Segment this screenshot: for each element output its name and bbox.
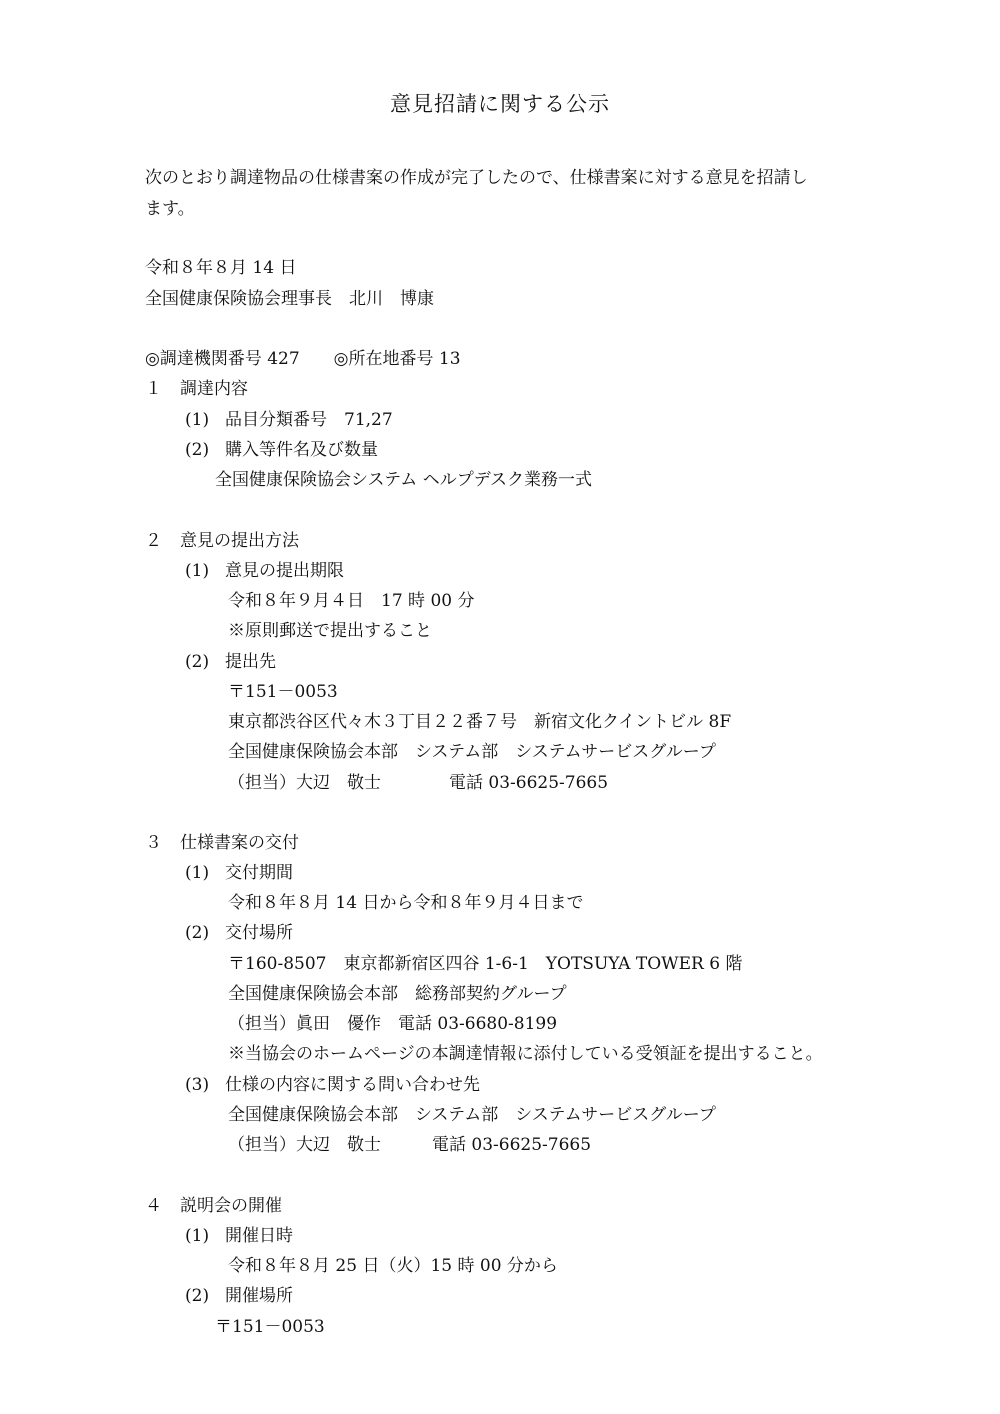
- distribution-organization: 全国健康保険協会本部 総務部契約グループ: [228, 984, 567, 1004]
- submission-deadline: 令和８年９月４日 17 時 00 分: [228, 591, 475, 611]
- inquiry-contact: （担当）大辺 敬士 電話 03-6625-7665: [228, 1135, 592, 1155]
- procurement-codes: ◎調達機関番号 427 ◎所在地番号 13: [145, 349, 461, 369]
- inquiry-organization: 全国健康保険協会本部 システム部 システムサービスグループ: [228, 1105, 716, 1125]
- item-text: 購入等件名及び数量: [225, 440, 378, 460]
- intro-line-2: ます。: [145, 199, 195, 219]
- notice-date: 令和８年８月 14 日: [145, 258, 297, 278]
- item-text: 仕様の内容に関する問い合わせ先: [225, 1075, 480, 1095]
- intro-line-1: 次のとおり調達物品の仕様書案の作成が完了したので、仕様書案に対する意見を招請し: [145, 168, 808, 188]
- section-number: ４: [145, 1196, 162, 1216]
- section-title: 仕様書案の交付: [180, 833, 299, 853]
- section-title: 説明会の開催: [180, 1196, 282, 1216]
- section-1-heading: [145, 377, 248, 401]
- briefing-postal-code: 〒151－0053: [215, 1317, 325, 1337]
- item-number: (1): [185, 410, 210, 430]
- submission-address: 東京都渋谷区代々木３丁目２２番７号 新宿文化クイントビル 8F: [228, 712, 732, 732]
- document-title: 意見招請に関する公示: [390, 92, 610, 116]
- section-title: 調達内容: [180, 379, 248, 399]
- item-number: (2): [185, 440, 210, 460]
- distribution-contact: （担当）眞田 優作 電話 03-6680-8199: [228, 1014, 558, 1034]
- section-1-item-2: [185, 438, 378, 462]
- section-number: ３: [145, 833, 162, 853]
- item-text: 交付場所: [225, 923, 293, 943]
- item-text: 交付期間: [225, 863, 293, 883]
- section-3-heading: [145, 831, 299, 855]
- procurement-item-name: 全国健康保険協会システム ヘルプデスク業務一式: [215, 470, 593, 490]
- item-text: 開催場所: [225, 1286, 293, 1306]
- item-text: 提出先: [225, 652, 276, 672]
- item-text: 品目分類番号 71,27: [225, 410, 393, 430]
- submission-note: ※原則郵送で提出すること: [228, 621, 432, 641]
- submission-contact: （担当）大辺 敬士 電話 03-6625-7665: [228, 773, 609, 793]
- section-number: １: [145, 379, 162, 399]
- item-text: 開催日時: [225, 1226, 293, 1246]
- section-4-heading: [145, 1194, 282, 1218]
- submission-postal-code: 〒151－0053: [228, 682, 338, 702]
- section-1-item-1: [185, 408, 393, 432]
- issuer: 全国健康保険協会理事長 北川 博康: [145, 289, 434, 309]
- item-number: (2): [185, 1286, 210, 1306]
- section-2-item-2: [185, 650, 276, 674]
- briefing-datetime: 令和８年８月 25 日（火）15 時 00 分から: [228, 1256, 558, 1276]
- item-text: 意見の提出期限: [225, 561, 344, 581]
- distribution-period: 令和８年８月 14 日から令和８年９月４日まで: [228, 893, 584, 913]
- item-number: (3): [185, 1075, 210, 1095]
- item-number: (2): [185, 923, 210, 943]
- section-title: 意見の提出方法: [180, 531, 299, 551]
- section-2-heading: [145, 529, 299, 553]
- section-number: ２: [145, 531, 162, 551]
- item-number: (1): [185, 863, 210, 883]
- submission-organization: 全国健康保険協会本部 システム部 システムサービスグループ: [228, 742, 716, 762]
- section-3-item-3: [185, 1073, 480, 1097]
- section-2-item-1: [185, 559, 344, 583]
- section-4-item-1: [185, 1224, 293, 1248]
- section-3-item-1: [185, 861, 293, 885]
- distribution-address: 〒160-8507 東京都新宿区四谷 1-6-1 YOTSUYA TOWER 6 階: [228, 954, 743, 974]
- item-number: (1): [185, 561, 210, 581]
- section-4-item-2: [185, 1284, 293, 1308]
- item-number: (2): [185, 652, 210, 672]
- distribution-note: ※当協会のホームページの本調達情報に添付している受領証を提出すること。: [228, 1044, 823, 1064]
- section-3-item-2: [185, 921, 293, 945]
- item-number: (1): [185, 1226, 210, 1246]
